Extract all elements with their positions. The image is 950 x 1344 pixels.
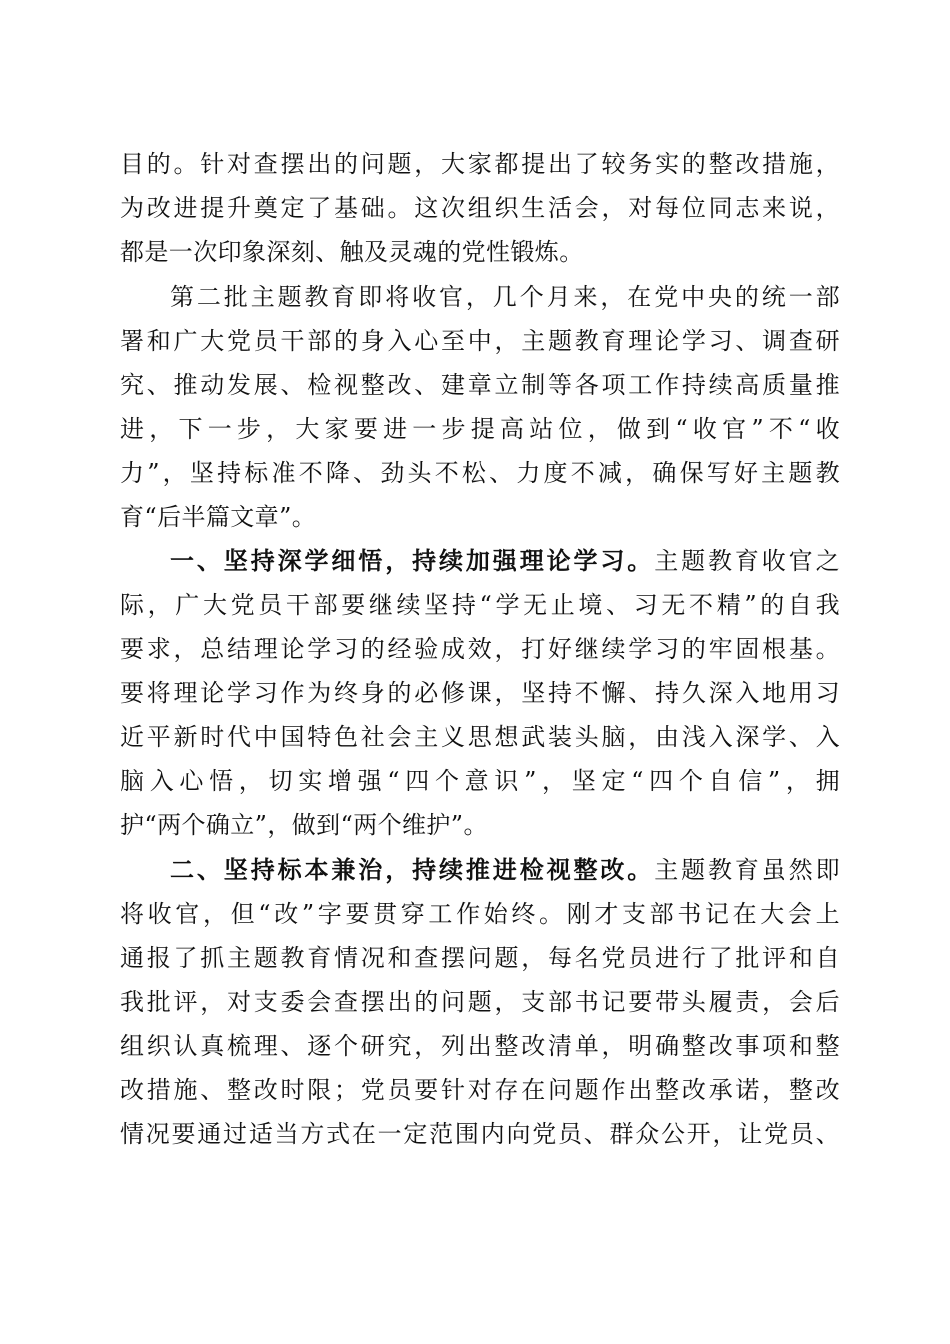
paragraph-4-line-2: 将收官，但“改”字要贯穿工作始终。刚才支部书记在大会上 bbox=[120, 900, 840, 928]
paragraph-3-line-3: 要求，总结理论学习的经验成效，打好继续学习的牢固根基。 bbox=[120, 635, 840, 663]
paragraph-3-line-2: 际，广大党员干部要继续坚持“学无止境、习无不精”的自我 bbox=[120, 591, 840, 619]
section-heading-1: 一、坚持深学细悟，持续加强理论学习。 bbox=[170, 546, 655, 575]
paragraph-3-line-4: 要将理论学习作为终身的必修课，坚持不懈、持久深入地用习 bbox=[120, 679, 840, 707]
paragraph-2-line-6: 育“后半篇文章”。 bbox=[120, 503, 317, 531]
paragraph-4-line-3: 通报了抓主题教育情况和查摆问题，每名党员进行了批评和自 bbox=[120, 944, 840, 972]
paragraph-2-line-2: 署和广大党员干部的身入心至中，主题教育理论学习、调查研 bbox=[120, 327, 840, 355]
paragraph-2-line-1: 第二批主题教育即将收官，几个月来，在党中央的统一部 bbox=[170, 283, 840, 311]
paragraph-3-line-6: 脑入心悟，切实增强“四个意识”，坚定“四个自信”，拥 bbox=[120, 767, 840, 795]
paragraph-1-line-1: 目的。针对查摆出的问题，大家都提出了较务实的整改措施， bbox=[120, 150, 840, 178]
paragraph-1-line-3: 都是一次印象深刻、触及灵魂的党性锻炼。 bbox=[120, 238, 584, 266]
paragraph-2-line-5: 力”，坚持标准不降、劲头不松、力度不减，确保写好主题教 bbox=[120, 459, 840, 487]
paragraph-3-line-5: 近平新时代中国特色社会主义思想武装头脑，由浅入深学、入 bbox=[120, 723, 840, 751]
paragraph-4-line-6: 改措施、整改时限；党员要针对存在问题作出整改承诺，整改 bbox=[120, 1076, 840, 1104]
paragraph-4-line-5: 组织认真梳理、逐个研究，列出整改清单，明确整改事项和整 bbox=[120, 1032, 840, 1060]
paragraph-4-line-4: 我批评，对支委会查摆出的问题，支部书记要带头履责，会后 bbox=[120, 988, 840, 1016]
paragraph-4-line-7: 情况要通过适当方式在一定范围内向党员、群众公开，让党员、 bbox=[120, 1120, 840, 1148]
paragraph-1-line-2: 为改进提升奠定了基础。这次组织生活会，对每位同志来说， bbox=[120, 194, 840, 222]
paragraph-4-line-1-rest: 主题教育虽然即 bbox=[654, 856, 840, 884]
paragraph-3-line-7: 护“两个确立”，做到“两个维护”。 bbox=[120, 811, 488, 839]
paragraph-2-line-3: 究、推动发展、检视整改、建章立制等各项工作持续高质量推 bbox=[120, 371, 840, 399]
paragraph-3-line-1-rest: 主题教育收官之 bbox=[654, 547, 840, 575]
paragraph-2-line-4: 进，下一步，大家要进一步提高站位，做到“收官”不“收 bbox=[120, 415, 840, 443]
paragraph-3-line-1 bbox=[120, 541, 840, 581]
section-heading-2: 二、坚持标本兼治，持续推进检视整改。 bbox=[170, 855, 655, 884]
paragraph-4-line-1 bbox=[120, 850, 840, 890]
